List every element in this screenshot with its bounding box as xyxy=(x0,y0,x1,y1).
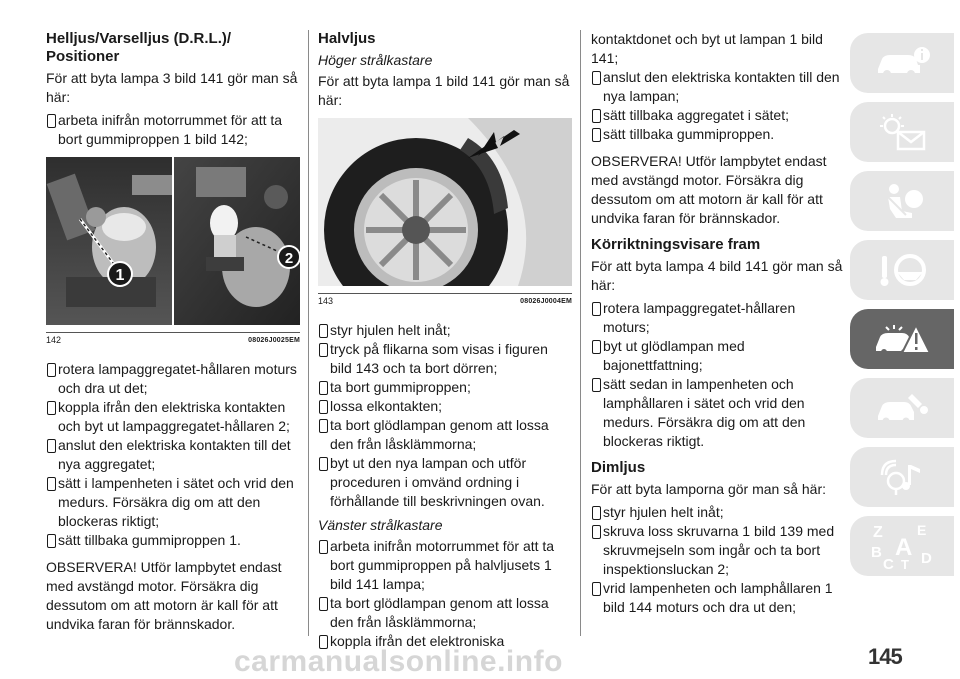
step-item: sätt sedan in lampenheten och lamphållaren i sätet och vrid den medurs. Försäkra dig om att den blockeras riktigt. xyxy=(591,375,843,451)
index-letter: D xyxy=(921,550,932,567)
emergency-icon xyxy=(872,319,932,359)
wheel-arch-photo xyxy=(318,118,572,286)
steps-list xyxy=(46,360,300,550)
tab-maintenance[interactable] xyxy=(850,378,954,438)
index-icon xyxy=(867,521,937,571)
step-item: anslut den elektriska kontakten till det nya aggregatet; xyxy=(46,436,300,474)
figure-caption xyxy=(318,293,572,307)
section-heading-fog-lights: Dimljus xyxy=(591,459,646,476)
multimedia-icon xyxy=(872,457,932,497)
column-1 xyxy=(46,30,300,638)
index-letter: Z xyxy=(873,524,883,541)
index-letter: A xyxy=(895,534,913,561)
figure-code: 08026J0004EM xyxy=(520,298,572,305)
step-item: koppla ifrån den elektriska kontakten och byt ut lampaggregatet-hållaren 2; xyxy=(46,398,300,436)
step-item: rotera lampaggregatet-hållaren moturs; xyxy=(591,299,843,337)
section-heading-low-beam: Halvljus xyxy=(318,30,376,47)
subheading-right-headlamp: Höger strålkastare xyxy=(318,52,433,68)
index-letter: T xyxy=(901,557,909,571)
step-item: sätt tillbaka aggregatet i sätet; xyxy=(591,106,843,125)
intro-text: För att byta lampa 1 bild 141 gör man så här: xyxy=(318,73,570,108)
steps-list-right xyxy=(318,321,572,511)
page-number: 145 xyxy=(868,644,902,669)
step-item: styr hjulen helt inåt; xyxy=(318,321,572,340)
step-item: skruva loss skruvarna 1 bild 139 med skruvmejseln som ingår och ta bort inspektionsluckan 2; xyxy=(591,522,843,579)
index-letter: B xyxy=(871,544,882,561)
step-item: sätt tillbaka gummiproppen. xyxy=(591,125,843,144)
step-item: tryck på flikarna som visas i figuren bild 143 och ta bort dörren; xyxy=(318,340,572,378)
figure-caption xyxy=(46,332,300,346)
engine-bay-photo xyxy=(46,157,300,325)
step-item: sätt tillbaka gummiproppen 1. xyxy=(46,531,300,550)
callout-1: 1 xyxy=(115,267,125,284)
step-item: anslut den elektriska kontakten till den nya lampan; xyxy=(591,68,843,106)
figure-143 xyxy=(318,118,572,307)
section-heading-high-beam: Helljus/Varselljus (D.R.L.)/ Positioner xyxy=(46,30,232,65)
step-item: rotera lampaggregatet-hållaren moturs och dra ut det; xyxy=(46,360,300,398)
car-info-icon xyxy=(872,43,932,83)
step-item: lossa elkontakten; xyxy=(318,397,572,416)
figure-number: 143 xyxy=(318,296,334,306)
step-item: arbeta inifrån motorrummet för att ta bort gummiproppen 1 bild 142; xyxy=(46,111,300,149)
step-item: byt ut glödlampan med bajonettfattning; xyxy=(591,337,843,375)
tab-starting-driving[interactable] xyxy=(850,240,954,300)
column-3 xyxy=(591,30,843,617)
column-2 xyxy=(318,30,572,651)
chapter-sidebar xyxy=(850,33,954,585)
step-item: styr hjulen helt inåt; xyxy=(591,503,843,522)
steps-list-left xyxy=(318,537,572,651)
tab-emergency[interactable] xyxy=(850,309,954,369)
index-letter: C xyxy=(883,556,894,571)
watermark: carmanualsonline.info xyxy=(234,645,563,678)
index-letter: E xyxy=(917,522,927,538)
step-item: ta bort gummiproppen; xyxy=(318,378,572,397)
section-heading-front-indicator: Körriktningsvisare fram xyxy=(591,236,761,253)
step-item: ta bort glödlampan genom att lossa den från låsklämmorna; xyxy=(318,416,572,454)
figure-number: 142 xyxy=(46,335,62,345)
tab-safety[interactable] xyxy=(850,171,954,231)
warning-lights-icon xyxy=(872,112,932,152)
step-item: arbeta inifrån motorrummet för att ta bort gummiproppen på halvljusets 1 bild 141 lampa; xyxy=(318,537,572,594)
safety-airbag-icon xyxy=(872,181,932,221)
step-item: byt ut den nya lampan och utför proceduren i omvänd ordning i förhållande till beskrivningen ovan. xyxy=(318,454,572,511)
callout-2: 2 xyxy=(284,250,294,267)
intro-text: För att byta lamporna gör man så här: xyxy=(591,481,826,497)
step-item: koppla ifrån det elektroniska xyxy=(318,632,572,651)
warning-note: OBSERVERA! Utför lampbytet endast med avstängd motor. Försäkra dig dessutom om att motorn är kall för att undvika faran för brännskador. xyxy=(46,559,282,632)
starting-driving-icon xyxy=(872,250,932,290)
tab-multimedia[interactable] xyxy=(850,447,954,507)
step-item: sätt i lampenheten i sätet och vrid den medurs. Försäkra dig om att den blockeras riktigt; xyxy=(46,474,300,531)
figure-142 xyxy=(46,157,300,346)
step-item: ta bort glödlampan genom att lossa den från låsklämmorna; xyxy=(318,594,572,632)
intro-text: För att byta lampa 4 bild 141 gör man så här: xyxy=(591,258,843,293)
warning-note: OBSERVERA! Utför lampbytet endast med avstängd motor. Försäkra dig dessutom om att motorn är kall för att undvika faran för brännskador. xyxy=(591,153,827,226)
step-continuation: kontaktdonet och byt ut lampan 1 bild 141; xyxy=(591,31,823,66)
column-divider xyxy=(308,30,309,636)
figure-code: 08026J0025EM xyxy=(248,337,300,344)
tab-warning-lights[interactable] xyxy=(850,102,954,162)
maintenance-icon xyxy=(872,388,932,428)
column-divider xyxy=(580,30,581,636)
step-item: vrid lampenheten och lamphållaren 1 bild 144 moturs och dra ut den; xyxy=(591,579,843,617)
subheading-left-headlamp: Vänster strålkastare xyxy=(318,517,443,533)
intro-text: För att byta lampa 3 bild 141 gör man så här: xyxy=(46,70,298,105)
tab-car-info[interactable] xyxy=(850,33,954,93)
tab-index[interactable] xyxy=(850,516,954,576)
